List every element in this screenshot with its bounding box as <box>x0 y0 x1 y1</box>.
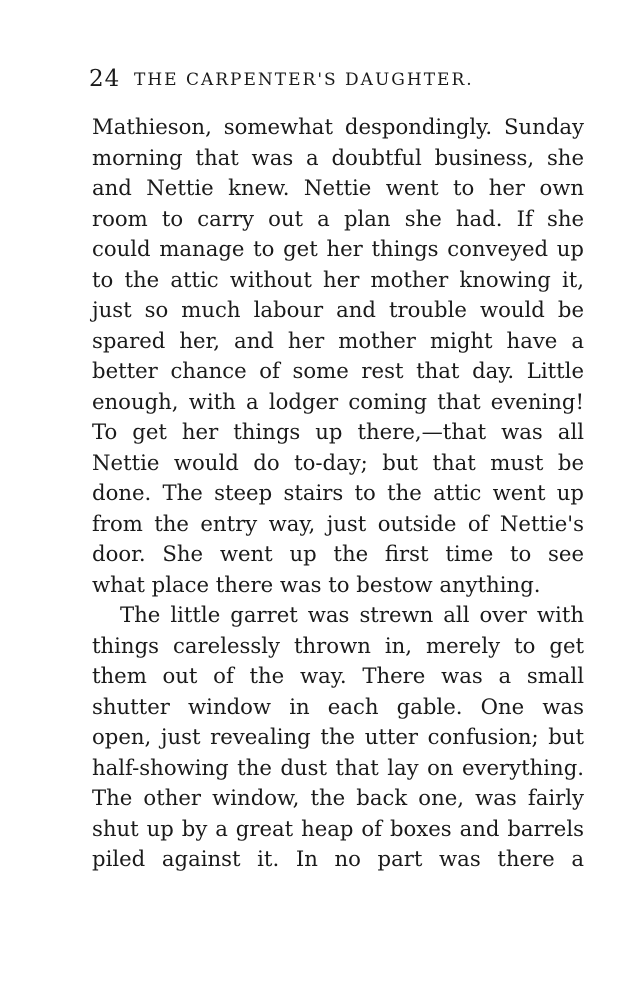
text-line: done. The steep stairs to the attic went up <box>92 480 584 505</box>
page-header <box>89 62 589 96</box>
text-line: from the entry way, just outside of Nettie's <box>92 510 584 536</box>
text-line: what place there was to bestow anything. <box>92 571 541 597</box>
text-line: spared her, and her mother might have a <box>92 327 584 353</box>
text-line: Mathieson, somewhat despondingly. Sunday <box>92 114 584 139</box>
text-line: piled against it. In no part was there a <box>92 846 584 871</box>
text-line: just so much labour and trouble would be <box>92 297 584 322</box>
text-line: door. She went up the first time to see <box>92 541 584 566</box>
text-line: shutter window in each gable. One was <box>92 693 584 719</box>
text-line: them out of the way. There was a small <box>92 663 584 688</box>
text-line: and Nettie knew. Nettie went to her own <box>92 175 584 200</box>
text-line: could manage to get her things conveyed up <box>92 236 584 261</box>
text-line: The other window, the back one, was fairly <box>92 785 584 810</box>
body-text <box>92 112 584 875</box>
text-line: open, just revealing the utter confusion; but <box>92 724 584 749</box>
text-line: to the attic without her mother knowing it, <box>92 266 584 292</box>
text-line: shut up by a great heap of boxes and barrels <box>92 815 584 841</box>
paragraph-start-line: The little garret was strewn all over with <box>120 602 584 627</box>
text-line: room to carry out a plan she had. If she <box>92 205 584 231</box>
text-line: Nettie would do to-day; but that must be <box>92 449 584 475</box>
text-line: enough, with a lodger coming that evening! <box>92 388 584 414</box>
text-line: To get her things up there,—that was all <box>92 419 584 444</box>
text-line: morning that was a doubtful business, she <box>92 144 584 170</box>
text-line: half-showing the dust that lay on everything. <box>92 754 584 780</box>
running-title: THE CARPENTER'S DAUGHTER. <box>134 70 474 90</box>
text-line: things carelessly thrown in, merely to get <box>92 632 584 658</box>
page-number: 24 <box>89 66 121 92</box>
text-line: better chance of some rest that day. Little <box>92 358 584 383</box>
